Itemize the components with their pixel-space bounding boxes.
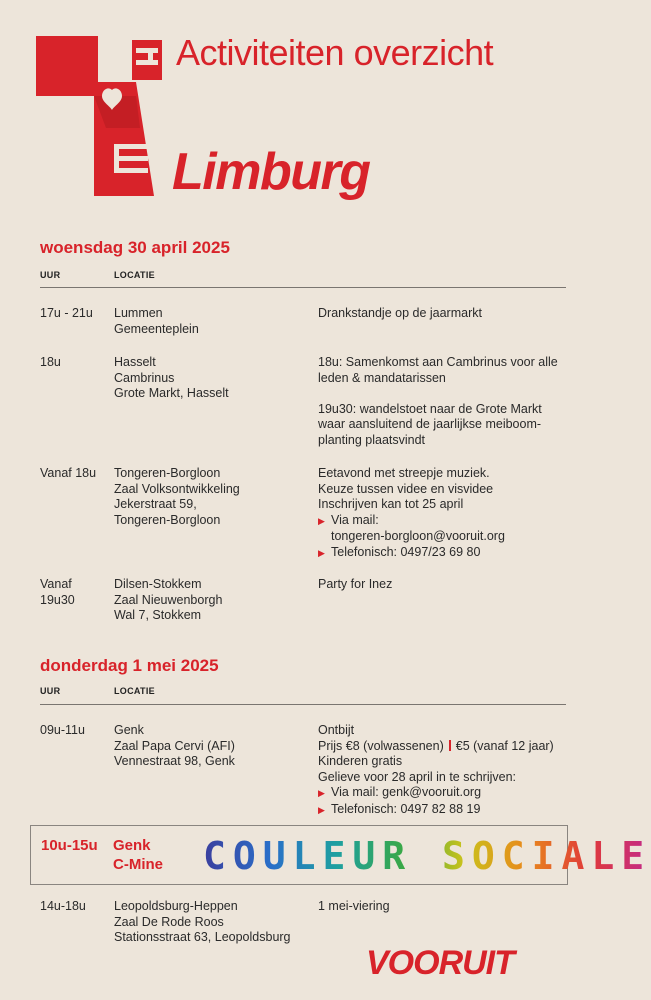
divider	[40, 287, 566, 288]
activity-time: 09u-11u	[40, 723, 85, 737]
email-link[interactable]: tongeren-borgloon@vooruit.org	[331, 529, 505, 544]
divider	[40, 704, 566, 705]
highlight-box	[30, 825, 651, 885]
contact-phone: ▶ Telefonisch: 0497/23 69 80	[318, 545, 570, 562]
column-header-time: UUR	[40, 270, 61, 280]
bullet-arrow-icon: ▶	[318, 804, 325, 815]
activity-description: Drankstandje op de jaarmarkt	[318, 306, 482, 320]
one-mei-logo	[36, 36, 166, 196]
contact-mail: ▶ Via mail:	[318, 513, 570, 530]
activity-time: Vanaf 18u	[40, 466, 97, 480]
page-title: Activiteiten overzicht	[176, 32, 494, 73]
activity-location: Lummen Gemeenteplein	[114, 306, 199, 336]
activity-description: 18u: Samenkomst aan Cambrinus voor alle leden & mandatarissen 19u30: wandelstoet naar de Grote Markt waar aansluitend de jaarlijkse meiboom- planting plaatsvindt	[318, 355, 558, 447]
activity-description: Party for Inez	[318, 577, 393, 591]
column-header-location: LOCATIE	[114, 686, 155, 696]
couleur-sociale-event-title: COULEUR SOCIALE	[203, 834, 651, 878]
activity-time: 14u-18u	[40, 899, 86, 913]
activity-location: Leopoldsburg-Heppen Zaal De Rode Roos Stationsstraat 63, Leopoldsburg	[114, 899, 291, 945]
bullet-arrow-icon: ▶	[318, 547, 325, 558]
contact-phone: ▶ Telefonisch: 0497 82 88 19	[318, 802, 570, 819]
activity-description: 1 mei-viering	[318, 899, 390, 913]
activity-location: Dilsen-Stokkem Zaal Nieuwenborgh Wal 7, Stokkem	[114, 577, 223, 623]
activity-time: 18u	[40, 355, 61, 369]
activity-location: Hasselt Cambrinus Grote Markt, Hasselt	[114, 355, 229, 401]
activity-description: Ontbijt Prijs €8 (volwassenen) €5 (vanaf 12 jaar) Kinderen gratis Gelieve voor 28 april in te schrijven: ▶ Via mail: genk@vooruit.org ▶ Telefonisch: 0497 82 88 19	[318, 723, 570, 819]
activity-description: Eetavond met streepje muziek. Keuze tussen videe en visvidee Inschrijven kan tot 25 april ▶ Via mail: tongeren-borgloon@vooruit.org ▶ Telefonisch: 0497/23 69 80	[318, 466, 570, 562]
column-header-location: LOCATIE	[114, 270, 155, 280]
region-title: Limburg	[172, 143, 370, 201]
highlight-location: Genk C-Mine	[113, 837, 163, 873]
activity-location: Tongeren-Borgloon Zaal Volksontwikkeling Jekerstraat 59, Tongeren-Borgloon	[114, 466, 240, 527]
separator-bar	[449, 740, 451, 751]
day-heading: woensdag 30 april 2025	[40, 238, 230, 257]
price-line: Prijs €8 (volwassenen) €5 (vanaf 12 jaar)	[318, 738, 554, 753]
vooruit-logo: VOORUIT	[366, 944, 514, 982]
contact-mail: ▶ Via mail: genk@vooruit.org	[318, 785, 570, 802]
bullet-arrow-icon: ▶	[318, 788, 325, 799]
activity-time: Vanaf 19u30	[40, 577, 75, 607]
highlight-time: 10u-15u	[41, 837, 98, 854]
activity-time: 17u - 21u	[40, 306, 93, 320]
day-heading: donderdag 1 mei 2025	[40, 656, 219, 675]
bullet-arrow-icon: ▶	[318, 515, 325, 526]
column-header-time: UUR	[40, 686, 61, 696]
activity-location: Genk Zaal Papa Cervi (AFI) Vennestraat 98, Genk	[114, 723, 235, 769]
